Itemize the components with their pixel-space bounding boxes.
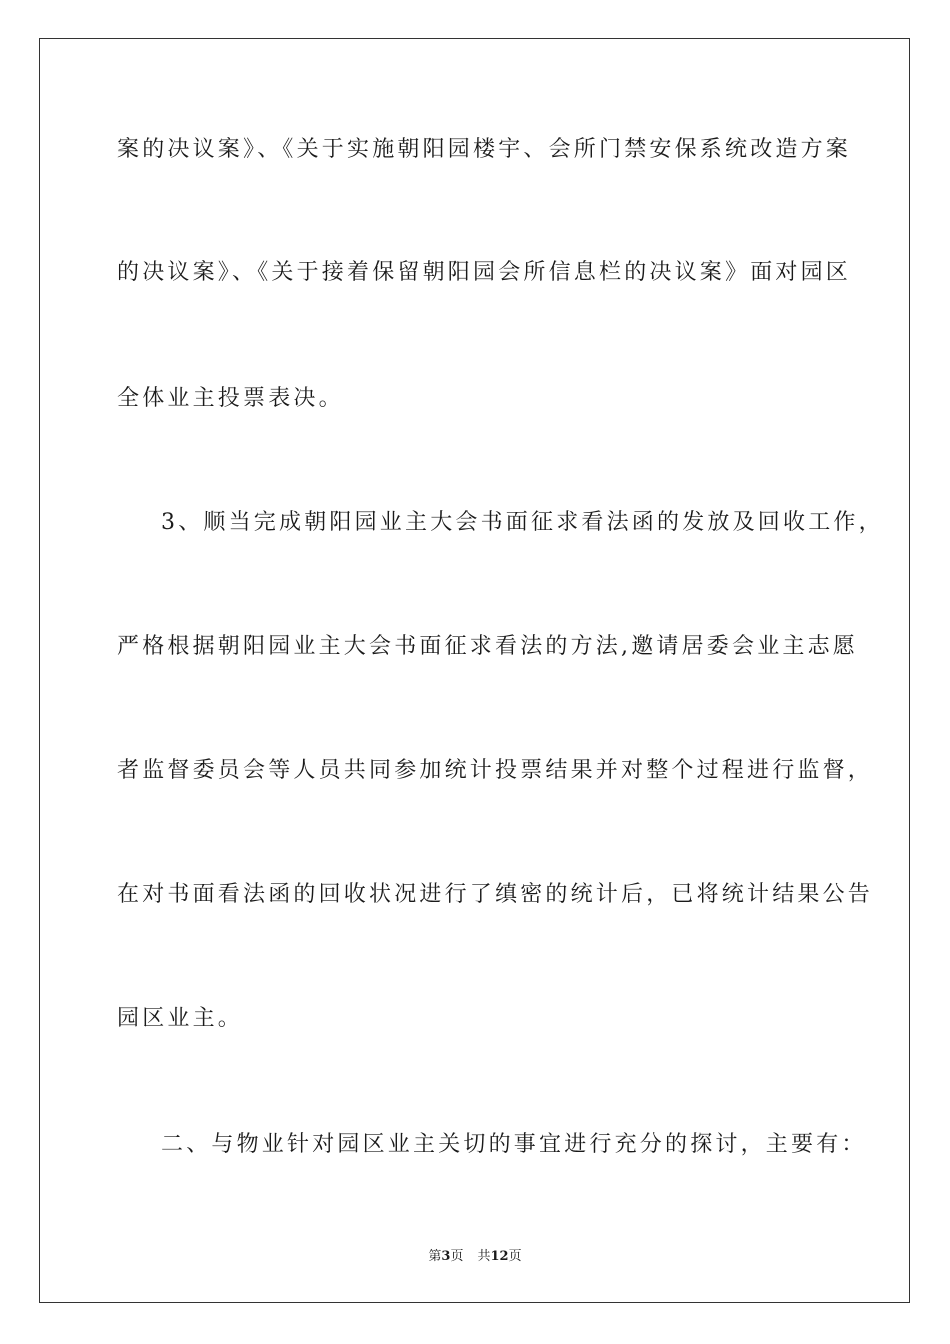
body-text-line-6: 者监督委员会等人员共同参加统计投票结果并对整个过程进行监督， <box>117 758 874 783</box>
body-text-line-1: 案的决议案》、《关于实施朝阳园楼宇、会所门禁安保系统改造方案 <box>117 137 852 162</box>
footer-page-suffix: 页 <box>450 1249 464 1264</box>
footer-page-prefix: 第 <box>428 1249 442 1264</box>
page-border <box>39 38 910 1303</box>
footer-page-number: 3 <box>441 1249 451 1264</box>
body-text-line-7: 在对书面看法函的回收状况进行了缜密的统计后，已将统计结果公告 <box>117 882 874 907</box>
page-footer <box>0 1248 950 1266</box>
section-heading-line: 二、与物业针对园区业主关切的事宜进行充分的探讨，主要有： <box>161 1132 867 1157</box>
footer-total-pages: 12 <box>490 1249 509 1264</box>
footer-total-suffix: 页 <box>508 1249 522 1264</box>
footer-total-prefix: 共 <box>477 1249 491 1264</box>
body-text-line-4: 3、顺当完成朝阳园业主大会书面征求看法函的发放及回收工作， <box>161 510 884 535</box>
body-text-line-2: 的决议案》、《关于接着保留朝阳园会所信息栏的决议案》面对园区 <box>117 260 852 285</box>
body-text-line-5: 严格根据朝阳园业主大会书面征求看法的方法,邀请居委会业主志愿 <box>117 634 858 659</box>
body-text-line-3: 全体业主投票表决。 <box>117 386 344 411</box>
body-text-line-8: 园区业主。 <box>117 1006 244 1031</box>
